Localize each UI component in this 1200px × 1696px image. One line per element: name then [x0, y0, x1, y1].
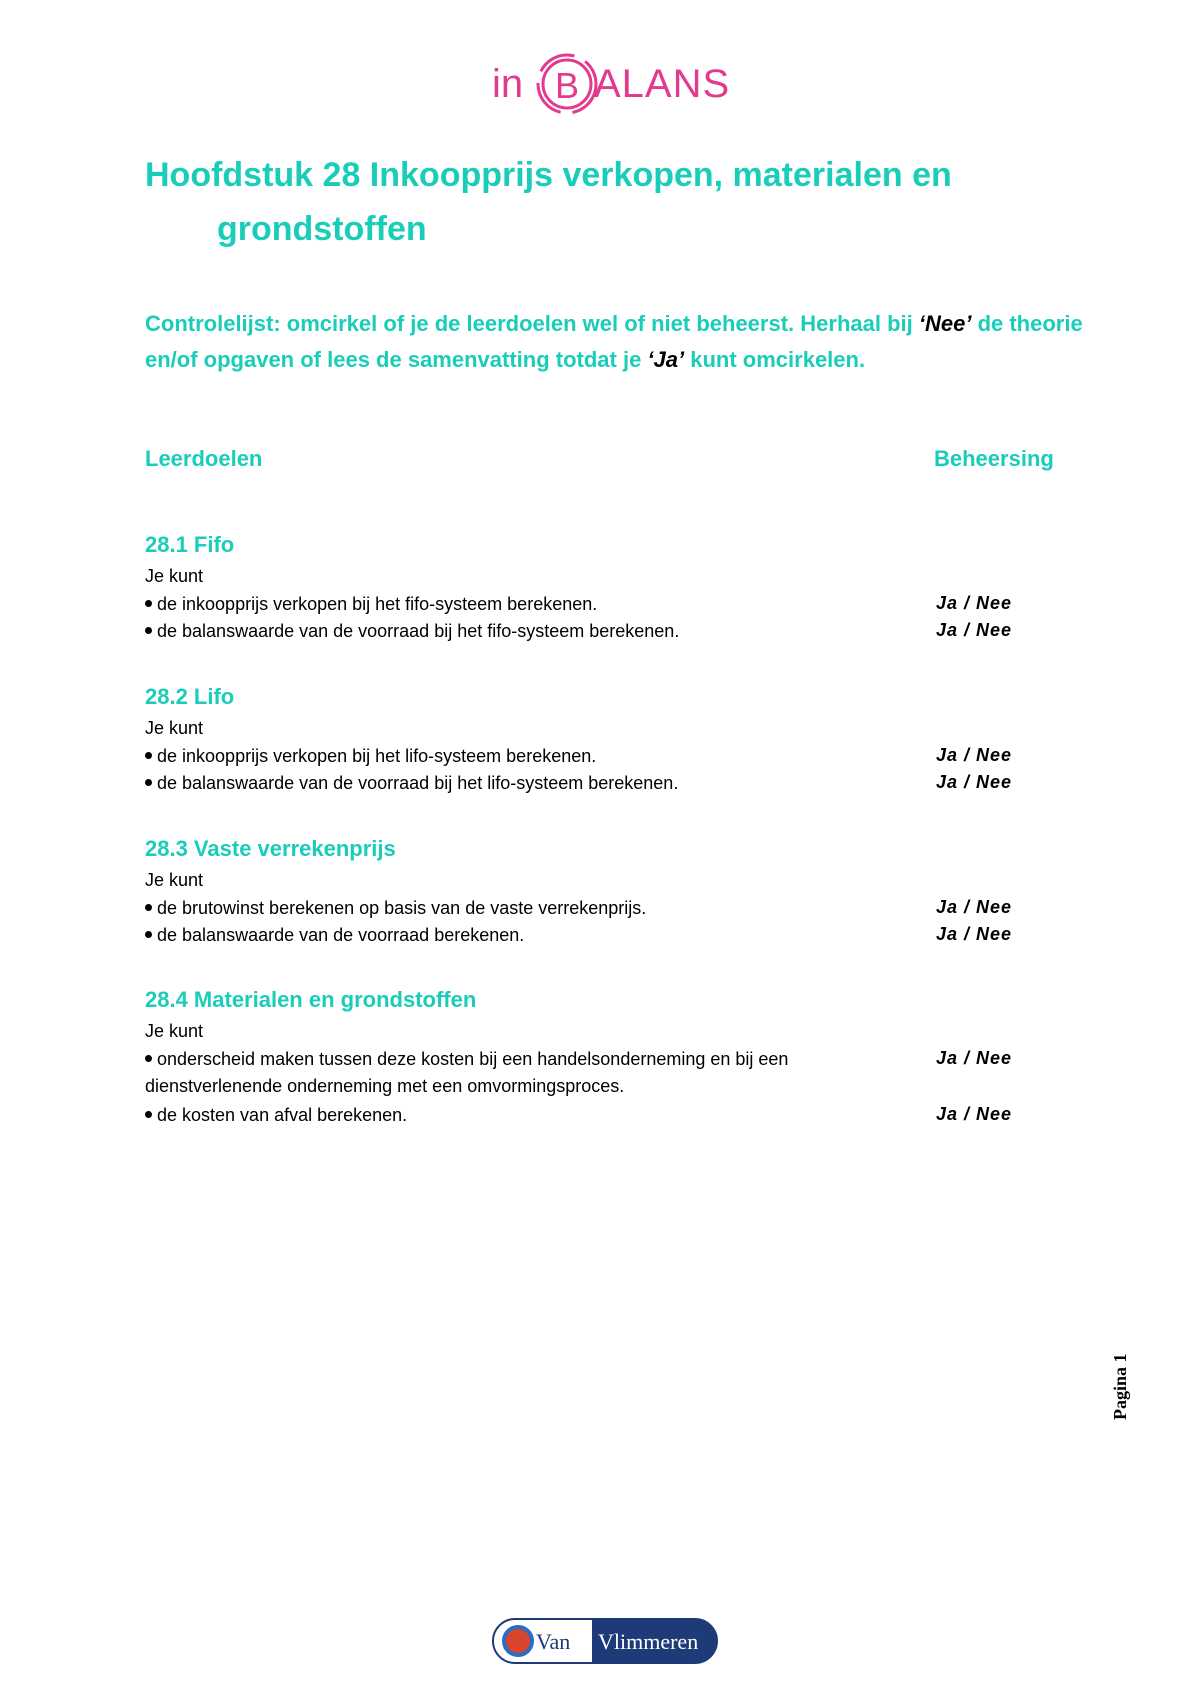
- bullet-icon: [145, 1111, 152, 1118]
- intro-part2: de theorie en/of opgaven of lees de samenvatting totdat je: [145, 311, 1083, 372]
- van-vlimmeren-logo: [492, 1618, 718, 1664]
- list-item: de brutowinst berekenen op basis van de vaste verrekenprijs.: [145, 895, 905, 922]
- header-leerdoelen: Leerdoelen: [145, 446, 263, 471]
- list-item: de inkoopprijs verkopen bij het fifo-systeem berekenen.: [145, 591, 905, 618]
- bullet-icon: [145, 904, 152, 911]
- section-intro: Je kunt: [145, 566, 204, 586]
- intro-text: [145, 306, 1105, 378]
- answer-ja-nee[interactable]: Ja / Nee: [936, 745, 1013, 765]
- chapter-title: [145, 148, 1075, 256]
- bullet-icon: [145, 931, 152, 938]
- answer-ja-nee[interactable]: Ja / Nee: [936, 924, 1013, 944]
- bullet-icon: [145, 779, 152, 786]
- logo-prefix: in: [492, 62, 524, 106]
- list-item: de kosten van afval berekenen.: [145, 1102, 905, 1129]
- bullet-icon: [145, 600, 152, 607]
- answer-ja-nee[interactable]: Ja / Nee: [936, 1104, 1013, 1124]
- answer-ja-nee[interactable]: Ja / Nee: [936, 897, 1013, 917]
- chapter-title-line1: Hoofdstuk 28 Inkoopprijs verkopen, materialen en: [145, 156, 952, 194]
- publisher-left: Van: [536, 1629, 571, 1654]
- section-intro: Je kunt: [145, 1021, 204, 1041]
- intro-ja: ‘Ja’: [647, 347, 685, 372]
- inbalans-logo: [480, 42, 740, 122]
- section-title: 28.2 Lifo: [145, 684, 235, 709]
- section-title: 28.4 Materialen en grondstoffen: [145, 987, 477, 1012]
- intro-part1: Controlelijst: omcirkel of je de leerdoelen wel of niet beheerst. Herhaal bij: [145, 311, 919, 336]
- answer-ja-nee[interactable]: Ja / Nee: [936, 593, 1013, 613]
- section-title: 28.1 Fifo: [145, 532, 235, 557]
- section-title: 28.3 Vaste verrekenprijs: [145, 836, 396, 861]
- list-item: de balanswaarde van de voorraad bij het lifo-systeem berekenen.: [145, 770, 905, 797]
- bullet-icon: [145, 627, 152, 634]
- list-item: de balanswaarde van de voorraad berekenen.: [145, 922, 905, 949]
- answer-ja-nee[interactable]: Ja / Nee: [936, 620, 1013, 640]
- bullet-icon: [145, 1055, 152, 1062]
- list-item: de balanswaarde van de voorraad bij het fifo-systeem berekenen.: [145, 618, 905, 645]
- answer-ja-nee[interactable]: Ja / Nee: [936, 1048, 1013, 1068]
- section-intro: Je kunt: [145, 718, 204, 738]
- list-item: de inkoopprijs verkopen bij het lifo-systeem berekenen.: [145, 743, 905, 770]
- intro-part3: kunt omcirkelen.: [684, 347, 866, 372]
- section-intro: Je kunt: [145, 870, 204, 890]
- page-number: Pagina 1: [1110, 1353, 1130, 1420]
- bullet-icon: [145, 752, 152, 759]
- logo-circle-icon: [536, 48, 598, 116]
- intro-nee: ‘Nee’: [918, 311, 972, 336]
- logo-suffix: ALANS: [594, 62, 731, 106]
- publisher-right: Vlimmeren: [598, 1629, 699, 1654]
- chapter-title-line2: grondstoffen: [217, 210, 427, 248]
- answer-ja-nee[interactable]: Ja / Nee: [936, 772, 1013, 792]
- header-beheersing: Beheersing: [934, 446, 1054, 471]
- logo-letter: B: [554, 65, 580, 106]
- list-item: onderscheid maken tussen deze kosten bij een handelsonderneming en bij een dienstverlenende onderneming met een omvormingsproces.: [145, 1049, 789, 1096]
